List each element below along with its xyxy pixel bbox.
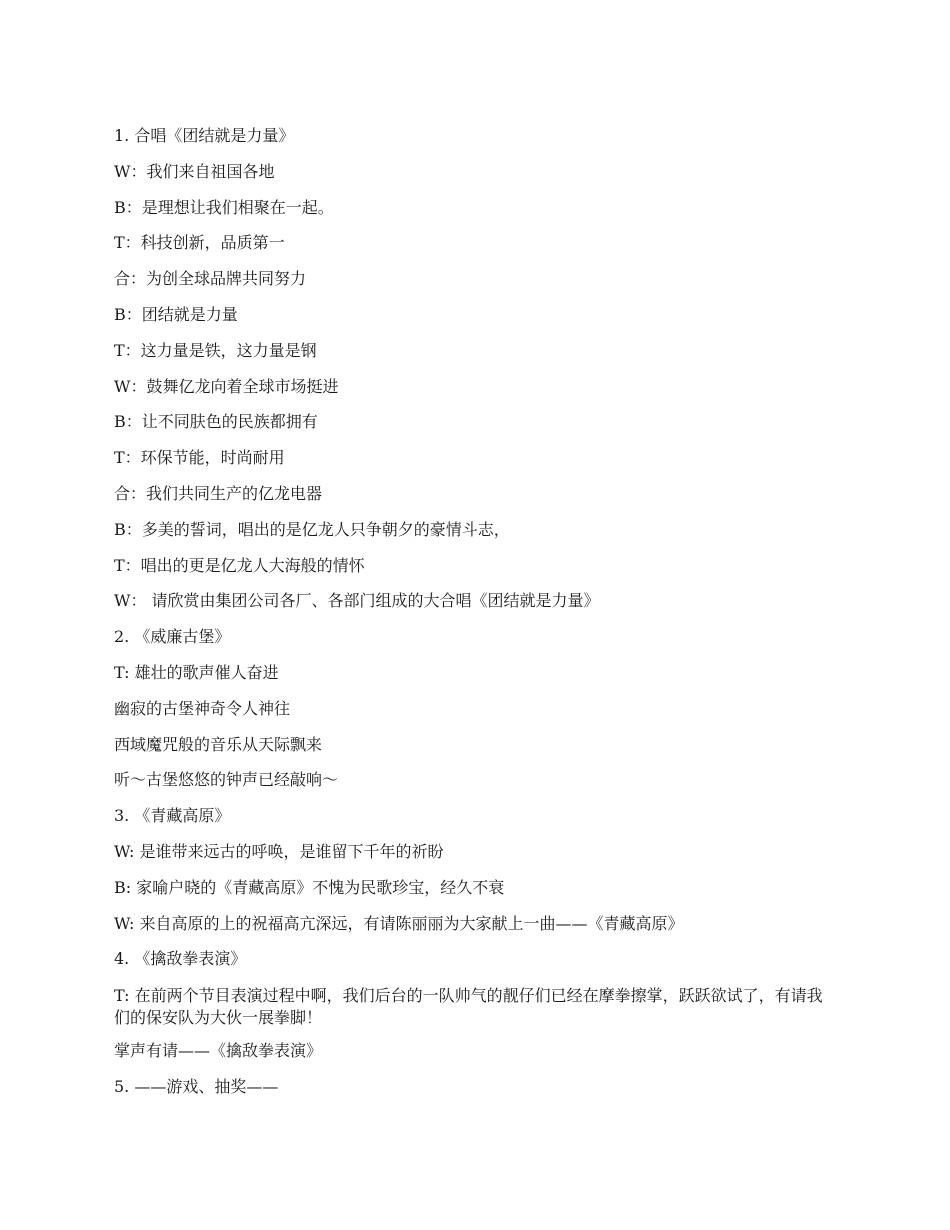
script-line: 西域魔咒般的音乐从天际飘来: [114, 734, 323, 754]
script-line: B：让不同肤色的民族都拥有: [114, 412, 318, 432]
script-line: 合：我们共同生产的亿龙电器: [114, 483, 323, 503]
script-line: 幽寂的古堡神奇令人神往: [114, 698, 291, 718]
script-line: T: 雄壮的歌声催人奋进: [114, 662, 279, 682]
script-line: T：唱出的更是亿龙人大海般的情怀: [114, 555, 365, 575]
script-line: W：我们来自祖国各地: [114, 161, 275, 181]
script-line: B：是理想让我们相聚在一起。: [114, 197, 334, 217]
section-heading: 4. 《擒敌拳表演》: [114, 949, 247, 969]
section-heading: 1. 合唱《团结就是力量》: [114, 126, 295, 145]
script-line: B: 家喻户晓的《青藏高原》不愧为民歌珍宝，经久不衰: [114, 877, 505, 897]
script-line: B：团结就是力量: [114, 304, 238, 324]
document-body: [114, 126, 834, 1113]
script-line: T：环保节能，时尚耐用: [114, 448, 285, 468]
section-heading: 2. 《威廉古堡》: [114, 627, 231, 647]
script-line: W: 来自高原的上的祝福高亢深远，有请陈丽丽为大家献上一曲——《青藏高原》: [114, 913, 684, 933]
script-line: 掌声有请——《擒敌拳表演》: [114, 1041, 323, 1061]
script-line: T：这力量是铁，这力量是钢: [114, 340, 317, 360]
script-line: W: 是谁带来远古的呼唤，是谁留下千年的祈盼: [114, 841, 444, 861]
script-line: B：多美的誓词，唱出的是亿龙人只争朝夕的豪情斗志，: [114, 519, 510, 539]
section-heading: 5. ——游戏、抽奖——: [114, 1076, 279, 1096]
script-line: 听～古堡悠悠的钟声已经敲响～: [114, 770, 339, 790]
section-heading: 3. 《青藏高原》: [114, 806, 231, 826]
script-line: T: 在前两个节目表演过程中啊，我们后台的一队帅气的靓仔们已经在摩拳擦掌，跃跃欲试了，有请我们的保安队为大伙一展拳脚！: [114, 986, 823, 1028]
script-line: T：科技创新，品质第一: [114, 233, 285, 253]
script-line: W： 请欣赏由集团公司各厂、各部门组成的大合唱《团结就是力量》: [114, 591, 600, 611]
script-line: 合：为创全球品牌共同努力: [114, 269, 307, 289]
script-line: W：鼓舞亿龙向着全球市场挺进: [114, 376, 339, 396]
